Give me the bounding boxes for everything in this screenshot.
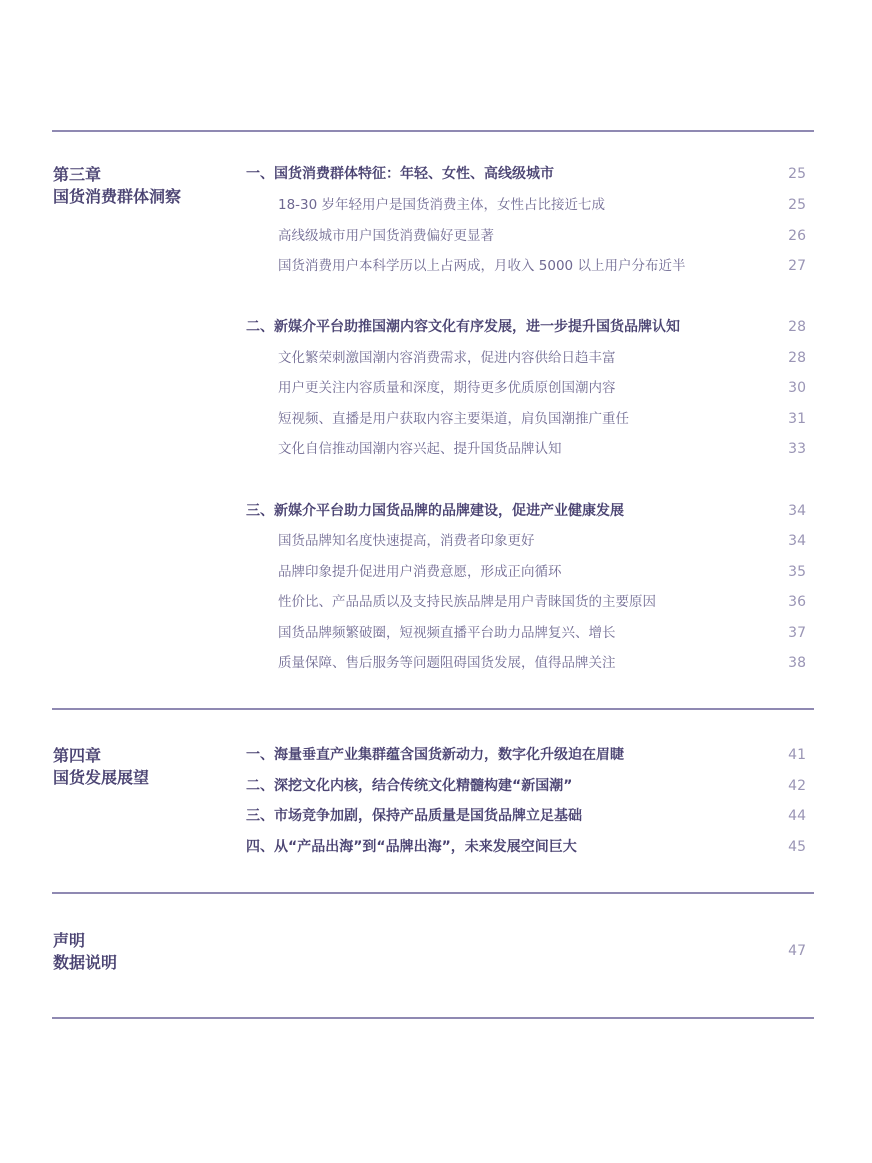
chapter-label: 第三章 — [53, 165, 102, 184]
toc-entry-title: 文化繁荣刺激国潮内容消费需求，促进内容供给日趋丰富 — [278, 350, 616, 366]
toc-entry-title: 国货品牌频繁破圈，短视频直播平台助力品牌复兴、增长 — [278, 625, 616, 641]
toc-entry-title: 质量保障、售后服务等问题阻碍国货发展，值得品牌关注 — [278, 655, 616, 671]
toc-page-number: 31 — [788, 411, 806, 427]
appendix-label: 声明 — [53, 931, 86, 950]
toc-entry[interactable] — [0, 195, 872, 215]
divider-top — [52, 130, 814, 132]
toc-section-title: 三、市场竞争加剧，保持产品质量是国货品牌立足基础 — [246, 808, 582, 824]
toc-section[interactable] — [0, 164, 872, 184]
toc-entry[interactable] — [0, 653, 872, 673]
toc-section[interactable] — [0, 317, 872, 337]
toc-entry-title: 性价比、产品品质以及支持民族品牌是用户青睐国货的主要原因 — [278, 594, 656, 610]
toc-entry-title: 用户更关注内容质量和深度，期待更多优质原创国潮内容 — [278, 380, 616, 396]
toc-section-title: 一、国货消费群体特征：年轻、女性、高线级城市 — [246, 166, 554, 182]
toc-entry[interactable] — [0, 562, 872, 582]
toc-page-number: 38 — [788, 655, 806, 671]
toc-page-number: 25 — [788, 197, 806, 213]
toc-page-number: 28 — [788, 319, 806, 335]
toc-page-number: 41 — [788, 747, 806, 763]
toc-entry-title: 短视频、直播是用户获取内容主要渠道，肩负国潮推广重任 — [278, 411, 629, 427]
toc-entry[interactable] — [0, 531, 872, 551]
toc-section-title: 四、从“产品出海”到“品牌出海”，未来发展空间巨大 — [246, 839, 577, 855]
toc-page-number: 27 — [788, 258, 806, 274]
toc-section[interactable] — [0, 806, 872, 826]
toc-page-number: 44 — [788, 808, 806, 824]
chapter-label: 第四章 — [53, 746, 102, 765]
toc-section-title: 三、新媒介平台助力国货品牌的品牌建设，促进产业健康发展 — [246, 503, 624, 519]
toc-entry-title: 18-30 岁年轻用户是国货消费主体，女性占比接近七成 — [278, 197, 606, 213]
toc-page-number: 34 — [788, 533, 806, 549]
toc-page-number: 34 — [788, 503, 806, 519]
toc-section[interactable] — [0, 776, 872, 796]
toc-entry[interactable] — [0, 941, 872, 961]
divider-bottom — [52, 1017, 814, 1019]
toc-page-number: 42 — [788, 778, 806, 794]
toc-page-number: 26 — [788, 228, 806, 244]
appendix-title: 数据说明 — [53, 953, 118, 972]
toc-page-number: 35 — [788, 564, 806, 580]
toc-entry-title: 文化自信推动国潮内容兴起、提升国货品牌认知 — [278, 441, 562, 457]
toc-entry[interactable] — [0, 592, 872, 612]
toc-entry-title: 国货品牌知名度快速提高，消费者印象更好 — [278, 533, 535, 549]
toc-section-title: 一、海量垂直产业集群蕴含国货新动力，数字化升级迫在眉睫 — [246, 747, 624, 763]
toc-page-number: 37 — [788, 625, 806, 641]
toc-entry-title: 品牌印象提升促进用户消费意愿，形成正向循环 — [278, 564, 562, 580]
divider — [52, 892, 814, 894]
chapter-title: 国货发展展望 — [53, 768, 150, 787]
toc-entry[interactable] — [0, 409, 872, 429]
toc-page-number: 25 — [788, 166, 806, 182]
toc-page-number: 47 — [788, 943, 806, 959]
divider — [52, 708, 814, 710]
toc-entry[interactable] — [0, 623, 872, 643]
toc-entry[interactable] — [0, 378, 872, 398]
toc-section[interactable] — [0, 837, 872, 857]
toc-page-number: 45 — [788, 839, 806, 855]
toc-section-title: 二、深挖文化内核，结合传统文化精髓构建“新国潮” — [246, 778, 573, 794]
toc-entry-title: 高线级城市用户国货消费偏好更显著 — [278, 228, 494, 244]
toc-page-number: 28 — [788, 350, 806, 366]
toc-page-number: 36 — [788, 594, 806, 610]
toc-entry-title: 国货消费用户本科学历以上占两成，月收入 5000 以上用户分布近半 — [278, 258, 686, 274]
toc-entry[interactable] — [0, 439, 872, 459]
chapter-title: 国货消费群体洞察 — [53, 187, 182, 206]
toc-section[interactable] — [0, 501, 872, 521]
toc-section[interactable] — [0, 745, 872, 765]
toc-page-number: 30 — [788, 380, 806, 396]
toc-entry[interactable] — [0, 226, 872, 246]
toc-section-title: 二、新媒介平台助推国潮内容文化有序发展，进一步提升国货品牌认知 — [246, 319, 680, 335]
toc-entry[interactable] — [0, 348, 872, 368]
toc-entry[interactable] — [0, 256, 872, 276]
toc-page-number: 33 — [788, 441, 806, 457]
